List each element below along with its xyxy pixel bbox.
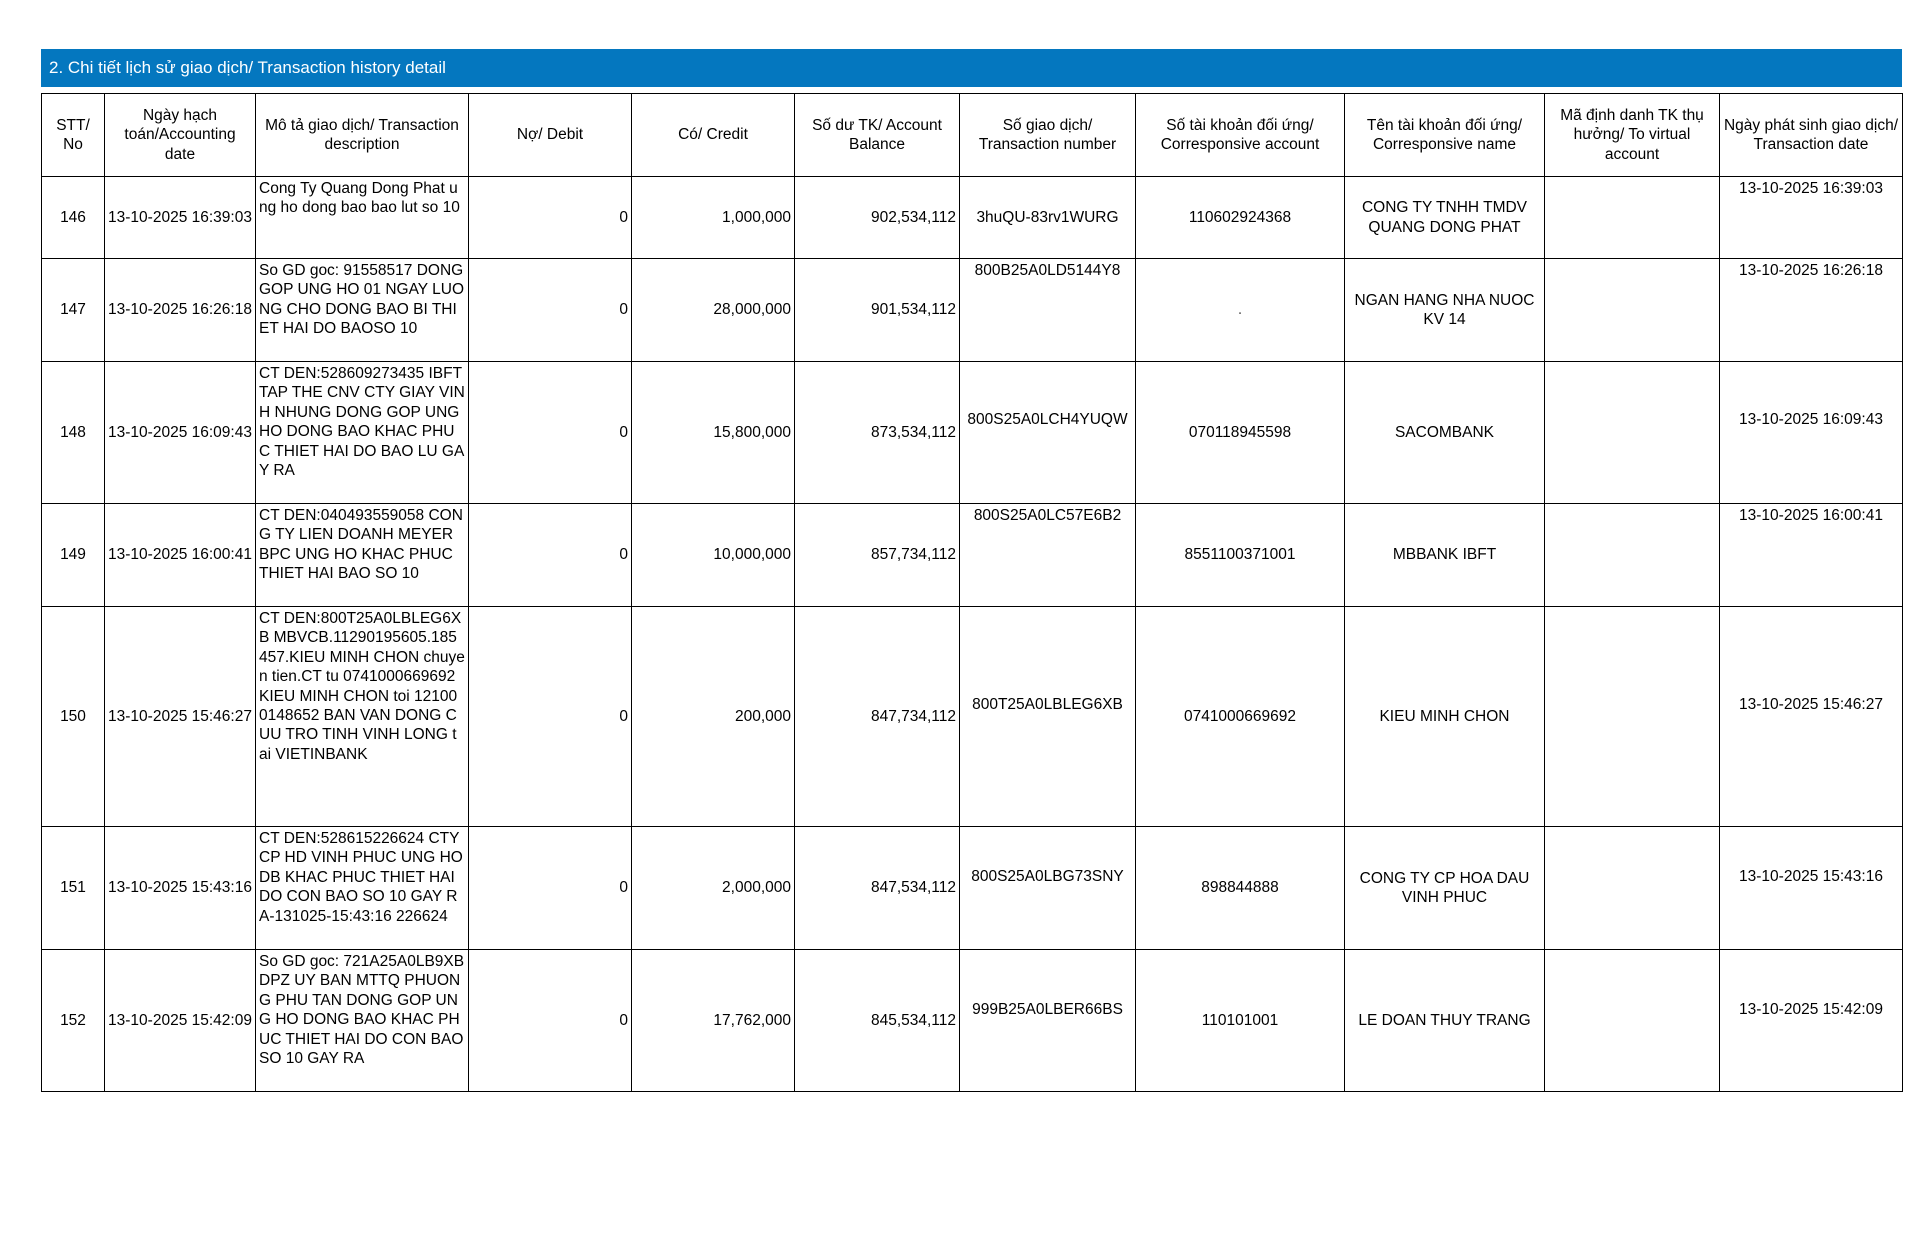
cell-debit: 0	[469, 504, 632, 607]
cell-corr-name: SACOMBANK	[1345, 362, 1545, 504]
cell-description: CT DEN:800T25A0LBLEG6XB MBVCB.11290195605.185457.KIEU MINH CHON chuyen tien.CT tu 0741000669692 KIEU MINH CHON toi 121000148652 BAN VAN DONG CUU TRO TINH VINH LONG tai VIETINBANK	[256, 607, 469, 827]
cell-corr-account: 0741000669692	[1136, 607, 1345, 827]
header-transaction-date: Ngày phát sinh giao dịch/ Transaction date	[1720, 94, 1903, 177]
cell-corr-account: 110602924368	[1136, 177, 1345, 259]
cell-credit: 2,000,000	[632, 827, 795, 950]
cell-corr-account: 8551100371001	[1136, 504, 1345, 607]
cell-transaction-date: 13-10-2025 15:46:27	[1720, 607, 1903, 827]
cell-balance: 845,534,112	[795, 950, 960, 1092]
cell-transaction-number: 800T25A0LBLEG6XB	[960, 607, 1136, 827]
cell-transaction-number: 800S25A0LCH4YUQW	[960, 362, 1136, 504]
table-row	[42, 259, 1903, 362]
cell-corr-account: .	[1136, 259, 1345, 362]
table-header-row	[42, 94, 1903, 177]
cell-corr-name: NGAN HANG NHA NUOC KV 14	[1345, 259, 1545, 362]
cell-accounting-date: 13-10-2025 15:46:27	[105, 607, 256, 827]
cell-transaction-number: 800S25A0LBG73SNY	[960, 827, 1136, 950]
cell-accounting-date: 13-10-2025 16:26:18	[105, 259, 256, 362]
cell-virtual-account	[1545, 177, 1720, 259]
cell-debit: 0	[469, 362, 632, 504]
cell-description: Cong Ty Quang Dong Phat ung ho dong bao bao lut so 10	[256, 177, 469, 259]
cell-corr-name: CONG TY TNHH TMDV QUANG DONG PHAT	[1345, 177, 1545, 259]
cell-transaction-number: 800S25A0LC57E6B2	[960, 504, 1136, 607]
cell-credit: 1,000,000	[632, 177, 795, 259]
cell-virtual-account	[1545, 504, 1720, 607]
transaction-history-table	[41, 93, 1903, 1092]
cell-transaction-date: 13-10-2025 16:00:41	[1720, 504, 1903, 607]
cell-virtual-account	[1545, 827, 1720, 950]
header-transaction-number: Số giao dịch/ Transaction number	[960, 94, 1136, 177]
table-row	[42, 827, 1903, 950]
cell-transaction-date: 13-10-2025 15:42:09	[1720, 950, 1903, 1092]
header-balance: Số dư TK/ Account Balance	[795, 94, 960, 177]
cell-accounting-date: 13-10-2025 16:00:41	[105, 504, 256, 607]
cell-description: CT DEN:040493559058 CONG TY LIEN DOANH MEYER BPC UNG HO KHAC PHUC THIET HAI BAO SO 10	[256, 504, 469, 607]
cell-no: 149	[42, 504, 105, 607]
header-virtual-account: Mã định danh TK thụ hưởng/ To virtual account	[1545, 94, 1720, 177]
cell-transaction-number: 3huQU-83rv1WURG	[960, 177, 1136, 259]
cell-balance: 847,734,112	[795, 607, 960, 827]
section-title: 2. Chi tiết lịch sử giao dịch/ Transaction history detail	[41, 49, 1902, 87]
header-debit: Nợ/ Debit	[469, 94, 632, 177]
header-description: Mô tả giao dịch/ Transaction description	[256, 94, 469, 177]
header-credit: Có/ Credit	[632, 94, 795, 177]
cell-debit: 0	[469, 259, 632, 362]
cell-corr-account: 898844888	[1136, 827, 1345, 950]
header-accounting-date: Ngày hạch toán/Accounting date	[105, 94, 256, 177]
cell-debit: 0	[469, 177, 632, 259]
table-row	[42, 177, 1903, 259]
cell-no: 148	[42, 362, 105, 504]
cell-accounting-date: 13-10-2025 15:43:16	[105, 827, 256, 950]
header-no: STT/ No	[42, 94, 105, 177]
table-row	[42, 950, 1903, 1092]
cell-corr-name: KIEU MINH CHON	[1345, 607, 1545, 827]
header-corr-account: Số tài khoản đối ứng/ Corresponsive account	[1136, 94, 1345, 177]
cell-transaction-date: 13-10-2025 16:26:18	[1720, 259, 1903, 362]
cell-no: 152	[42, 950, 105, 1092]
cell-credit: 17,762,000	[632, 950, 795, 1092]
table-row	[42, 607, 1903, 827]
cell-debit: 0	[469, 827, 632, 950]
cell-balance: 901,534,112	[795, 259, 960, 362]
cell-no: 151	[42, 827, 105, 950]
cell-virtual-account	[1545, 362, 1720, 504]
cell-credit: 200,000	[632, 607, 795, 827]
cell-no: 147	[42, 259, 105, 362]
cell-debit: 0	[469, 607, 632, 827]
cell-no: 146	[42, 177, 105, 259]
cell-transaction-number: 800B25A0LD5144Y8	[960, 259, 1136, 362]
cell-transaction-date: 13-10-2025 16:39:03	[1720, 177, 1903, 259]
cell-transaction-date: 13-10-2025 15:43:16	[1720, 827, 1903, 950]
cell-virtual-account	[1545, 607, 1720, 827]
cell-debit: 0	[469, 950, 632, 1092]
table-row	[42, 504, 1903, 607]
cell-credit: 15,800,000	[632, 362, 795, 504]
cell-balance: 857,734,112	[795, 504, 960, 607]
cell-virtual-account	[1545, 950, 1720, 1092]
cell-no: 150	[42, 607, 105, 827]
table-row	[42, 362, 1903, 504]
cell-corr-name: MBBANK IBFT	[1345, 504, 1545, 607]
cell-description: CT DEN:528609273435 IBFT TAP THE CNV CTY GIAY VINH NHUNG DONG GOP UNG HO DONG BAO KHAC PHUC THIET HAI DO BAO LU GAY RA	[256, 362, 469, 504]
cell-corr-account: 110101001	[1136, 950, 1345, 1092]
cell-virtual-account	[1545, 259, 1720, 362]
cell-accounting-date: 13-10-2025 16:39:03	[105, 177, 256, 259]
cell-credit: 28,000,000	[632, 259, 795, 362]
cell-corr-account: 070118945598	[1136, 362, 1345, 504]
cell-description: So GD goc: 91558517 DONG GOP UNG HO 01 NGAY LUONG CHO DONG BAO BI THIET HAI DO BAOSO 10	[256, 259, 469, 362]
cell-credit: 10,000,000	[632, 504, 795, 607]
cell-transaction-date: 13-10-2025 16:09:43	[1720, 362, 1903, 504]
cell-balance: 902,534,112	[795, 177, 960, 259]
cell-balance: 847,534,112	[795, 827, 960, 950]
cell-transaction-number: 999B25A0LBER66BS	[960, 950, 1136, 1092]
header-corr-name: Tên tài khoản đối ứng/ Corresponsive name	[1345, 94, 1545, 177]
cell-accounting-date: 13-10-2025 16:09:43	[105, 362, 256, 504]
cell-balance: 873,534,112	[795, 362, 960, 504]
cell-description: So GD goc: 721A25A0LB9XBDPZ UY BAN MTTQ PHUONG PHU TAN DONG GOP UNG HO DONG BAO KHAC PHUC THIET HAI DO CON BAO SO 10 GAY RA	[256, 950, 469, 1092]
cell-description: CT DEN:528615226624 CTY CP HD VINH PHUC UNG HO DB KHAC PHUC THIET HAI DO CON BAO SO 10 GAY RA-131025-15:43:16 226624	[256, 827, 469, 950]
cell-corr-name: CONG TY CP HOA DAU VINH PHUC	[1345, 827, 1545, 950]
cell-corr-name: LE DOAN THUY TRANG	[1345, 950, 1545, 1092]
cell-accounting-date: 13-10-2025 15:42:09	[105, 950, 256, 1092]
